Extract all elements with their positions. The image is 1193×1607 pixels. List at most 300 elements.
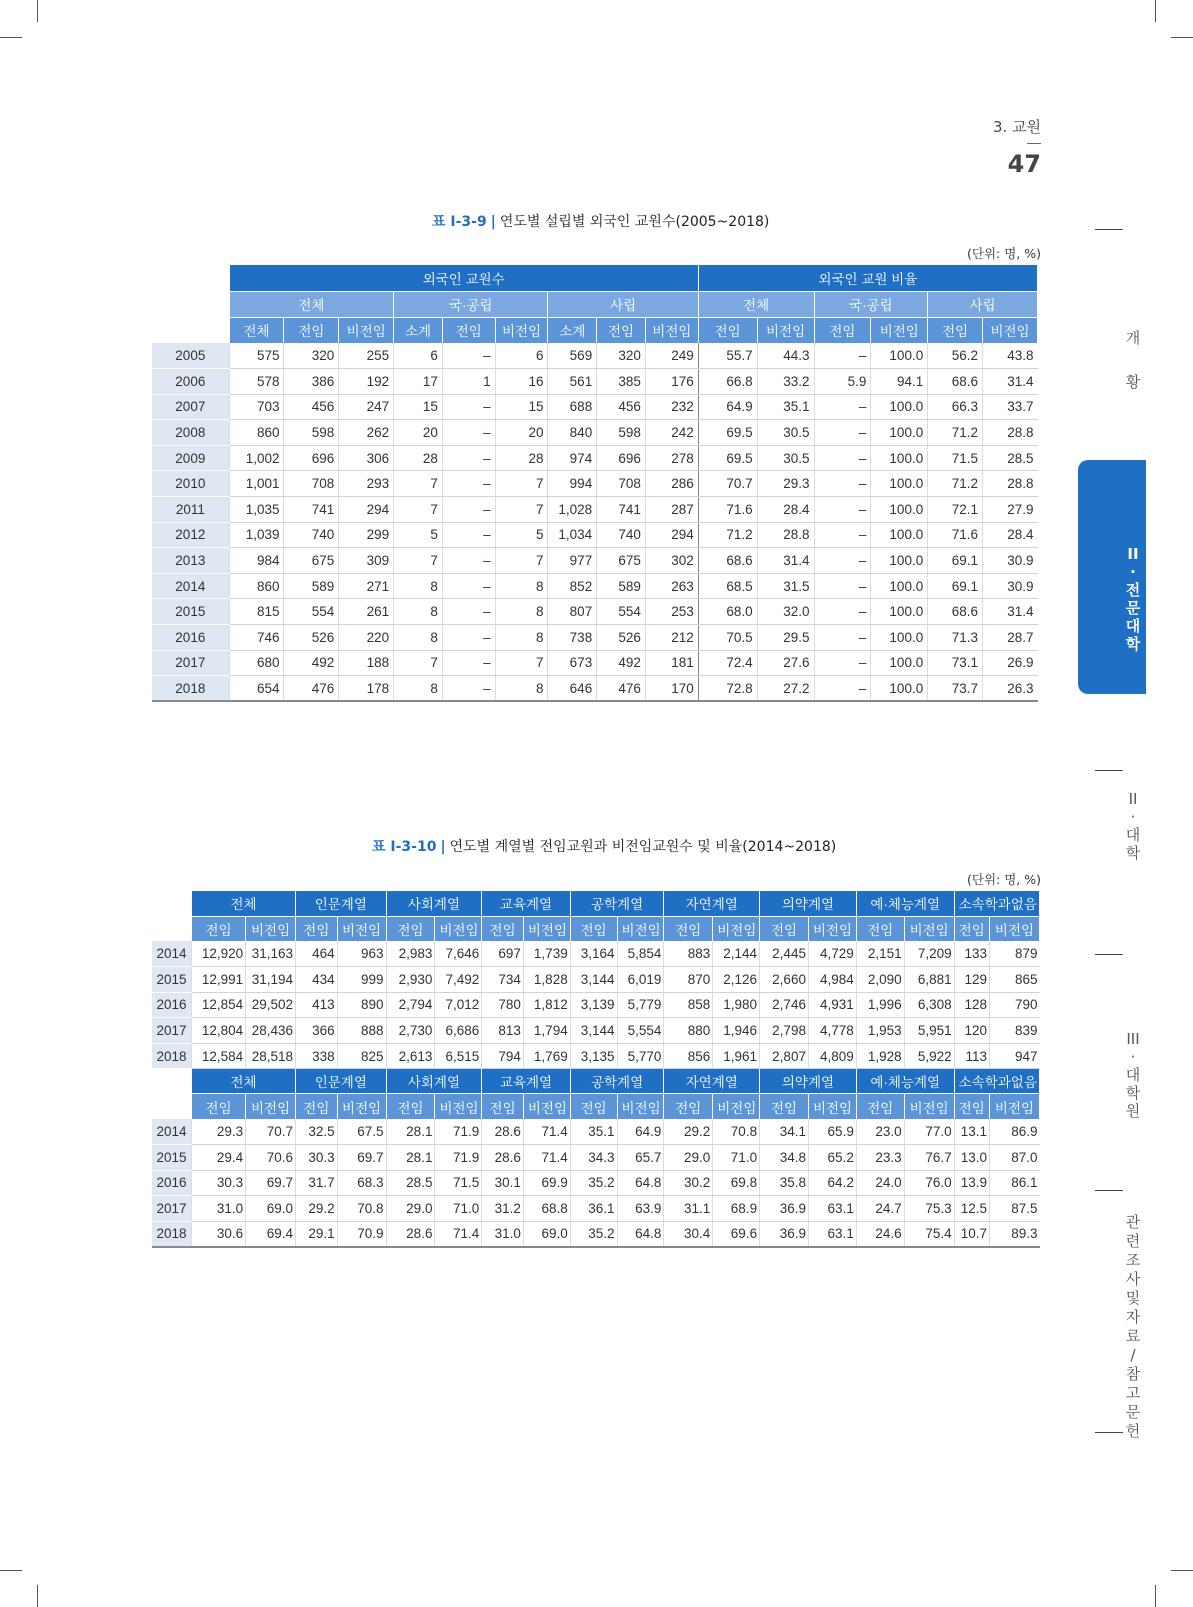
side-nav-item-overview[interactable]: 개 황 <box>1125 329 1141 391</box>
data-cell: 860 <box>229 420 284 446</box>
column-header: 전임 <box>192 1094 246 1119</box>
data-cell: 87.0 <box>989 1145 1039 1171</box>
data-cell: 3,139 <box>570 992 617 1018</box>
data-cell: 294 <box>645 522 698 548</box>
side-nav-item-university[interactable]: II · 대 학 <box>1125 790 1141 862</box>
data-cell: 29.4 <box>192 1145 246 1171</box>
data-cell: 100.0 <box>871 445 928 471</box>
data-cell: 87.5 <box>989 1196 1039 1222</box>
data-cell: 69.8 <box>713 1170 760 1196</box>
data-cell: 75.3 <box>904 1196 954 1222</box>
data-cell: 688 <box>548 394 597 420</box>
data-cell: 100.0 <box>871 573 928 599</box>
data-cell: 302 <box>645 548 698 574</box>
data-cell: 68.3 <box>337 1170 386 1196</box>
data-cell: – <box>442 573 495 599</box>
data-cell: 26.3 <box>983 676 1038 702</box>
data-cell: 7 <box>394 471 443 497</box>
data-cell: 36.9 <box>760 1196 809 1222</box>
column-header: 전임 <box>386 916 435 941</box>
data-cell: 68.8 <box>523 1196 570 1222</box>
data-cell: 8 <box>394 676 443 702</box>
data-cell: 71.3 <box>928 625 983 651</box>
group-header: 사회계열 <box>386 1069 482 1094</box>
data-cell: 2,660 <box>760 967 809 993</box>
data-cell: 1,946 <box>713 1018 760 1044</box>
data-cell: 100.0 <box>871 522 928 548</box>
data-cell: 8 <box>495 573 548 599</box>
year-cell: 2018 <box>152 1043 192 1069</box>
data-cell: 69.1 <box>928 548 983 574</box>
data-cell: 675 <box>284 548 339 574</box>
data-cell: 999 <box>337 967 386 993</box>
side-divider <box>1095 1432 1123 1433</box>
data-cell: 815 <box>229 599 284 625</box>
data-cell: 6,686 <box>435 1018 482 1044</box>
data-cell: – <box>814 445 871 471</box>
group-header: 인문계열 <box>296 891 387 916</box>
data-cell: 28.6 <box>482 1119 524 1145</box>
data-cell: 2,126 <box>713 967 760 993</box>
data-cell: 7,492 <box>435 967 482 993</box>
data-cell: 28.6 <box>386 1221 435 1247</box>
data-cell: – <box>814 420 871 446</box>
table-row <box>152 676 1038 702</box>
data-cell: 71.6 <box>928 522 983 548</box>
column-header: 전임 <box>760 1094 809 1119</box>
data-cell: 984 <box>229 548 284 574</box>
table-row <box>152 650 1038 676</box>
group-header: 전체 <box>192 891 296 916</box>
data-cell: 94.1 <box>871 369 928 395</box>
column-header: 비전임 <box>339 317 394 343</box>
data-cell: 70.9 <box>337 1221 386 1247</box>
crop-mark <box>1155 0 1156 22</box>
data-cell: – <box>442 676 495 702</box>
data-cell: 212 <box>645 625 698 651</box>
data-cell: 35.2 <box>570 1170 617 1196</box>
table-row <box>152 1018 1040 1044</box>
data-cell: 740 <box>284 522 339 548</box>
data-cell: 71.6 <box>698 497 757 523</box>
data-cell: 28.1 <box>386 1145 435 1171</box>
side-divider <box>1095 954 1123 955</box>
data-cell: 385 <box>597 369 646 395</box>
data-cell: 696 <box>597 445 646 471</box>
column-header: 전임 <box>954 916 989 941</box>
data-cell: 33.7 <box>983 394 1038 420</box>
data-cell: 675 <box>597 548 646 574</box>
sub-header: 전체 <box>229 291 393 317</box>
column-header: 비전임 <box>808 916 856 941</box>
data-cell: 68.6 <box>928 369 983 395</box>
data-cell: 31.4 <box>757 548 814 574</box>
column-header: 비전임 <box>337 916 386 941</box>
data-cell: 100.0 <box>871 548 928 574</box>
data-cell: 29.0 <box>664 1145 713 1171</box>
data-cell: 12,854 <box>192 992 246 1018</box>
page-number: 47 <box>1007 150 1041 178</box>
data-cell: 807 <box>548 599 597 625</box>
data-cell: 4,984 <box>808 967 856 993</box>
data-cell: 4,778 <box>808 1018 856 1044</box>
data-cell: 852 <box>548 573 597 599</box>
data-cell: 526 <box>597 625 646 651</box>
year-cell: 2013 <box>152 548 229 574</box>
side-divider <box>1095 1190 1123 1191</box>
data-cell: 8 <box>394 599 443 625</box>
data-cell: 31,194 <box>246 967 296 993</box>
year-cell: 2018 <box>152 1221 192 1247</box>
column-header: 전임 <box>296 1094 338 1119</box>
data-cell: 1,953 <box>856 1018 904 1044</box>
column-header: 비전임 <box>435 1094 482 1119</box>
side-nav-item-junior-college[interactable]: II · 전 문 대 학 <box>1125 545 1141 653</box>
table2-title: 연도별 계열별 전임교원과 비전임교원수 및 비율(2014~2018) <box>449 839 837 855</box>
data-cell: 65.7 <box>617 1145 664 1171</box>
data-cell: 69.7 <box>337 1145 386 1171</box>
data-cell: 293 <box>339 471 394 497</box>
column-header: 전임 <box>482 1094 524 1119</box>
data-cell: 28.7 <box>983 625 1038 651</box>
data-cell: 1,039 <box>229 522 284 548</box>
side-nav-item-references[interactable]: 관 련 조 사 및 자 료 / 참 고 문 헌 <box>1125 1213 1141 1440</box>
data-cell: 3,144 <box>570 1018 617 1044</box>
group-header: 교육계열 <box>482 891 570 916</box>
crop-mark <box>1155 1585 1156 1607</box>
table2-label: 표 Ⅰ-3-10 <box>372 839 437 855</box>
data-cell: 1,001 <box>229 471 284 497</box>
column-header: 비전임 <box>989 1094 1039 1119</box>
data-cell: 575 <box>229 343 284 369</box>
data-cell: 64.8 <box>617 1221 664 1247</box>
data-cell: 72.4 <box>698 650 757 676</box>
data-cell: 2,930 <box>386 967 435 993</box>
table2-caption <box>372 836 836 856</box>
data-cell: 29.2 <box>664 1119 713 1145</box>
data-cell: 4,931 <box>808 992 856 1018</box>
column-header: 비전임 <box>246 916 296 941</box>
data-cell: 30.3 <box>192 1170 246 1196</box>
data-cell: 176 <box>645 369 698 395</box>
data-cell: 31.0 <box>482 1221 524 1247</box>
data-cell: 68.5 <box>698 573 757 599</box>
corner-cell <box>152 317 229 343</box>
column-header: 전임 <box>192 916 246 941</box>
data-cell: 734 <box>482 967 524 993</box>
column-header: 비전임 <box>523 1094 570 1119</box>
column-header: 비전임 <box>617 916 664 941</box>
data-cell: 36.1 <box>570 1196 617 1222</box>
data-cell: 12.5 <box>954 1196 989 1222</box>
table-row <box>152 573 1038 599</box>
data-cell: 554 <box>284 599 339 625</box>
data-cell: 2,613 <box>386 1043 435 1069</box>
data-cell: 70.8 <box>337 1196 386 1222</box>
data-cell: 28.5 <box>386 1170 435 1196</box>
data-cell: 278 <box>645 445 698 471</box>
data-cell: 73.1 <box>928 650 983 676</box>
year-cell: 2014 <box>152 1119 192 1145</box>
year-cell: 2012 <box>152 522 229 548</box>
data-cell: 883 <box>664 941 713 967</box>
data-cell: 271 <box>339 573 394 599</box>
data-cell: 740 <box>597 522 646 548</box>
column-header: 비전임 <box>435 916 482 941</box>
data-cell: 1,996 <box>856 992 904 1018</box>
data-cell: 2,798 <box>760 1018 809 1044</box>
data-cell: 100.0 <box>871 420 928 446</box>
data-cell: 30.4 <box>664 1221 713 1247</box>
data-cell: – <box>814 394 871 420</box>
data-cell: 696 <box>284 445 339 471</box>
data-cell: 71.9 <box>435 1119 482 1145</box>
data-cell: 708 <box>597 471 646 497</box>
column-header: 소계 <box>394 317 443 343</box>
data-cell: 13.9 <box>954 1170 989 1196</box>
group-header-ratio: 외국인 교원 비율 <box>698 265 1037 291</box>
column-header-row <box>152 916 1040 941</box>
group-header-count: 외국인 교원수 <box>229 265 698 291</box>
data-cell: 598 <box>284 420 339 446</box>
data-cell: 34.8 <box>760 1145 809 1171</box>
data-cell: 27.6 <box>757 650 814 676</box>
column-header: 전임 <box>284 317 339 343</box>
data-cell: 69.9 <box>523 1170 570 1196</box>
data-cell: 68.0 <box>698 599 757 625</box>
data-cell: 287 <box>645 497 698 523</box>
data-cell: 70.7 <box>246 1119 296 1145</box>
data-cell: – <box>442 599 495 625</box>
year-cell: 2005 <box>152 343 229 369</box>
corner-cell <box>152 1069 192 1094</box>
data-cell: 35.1 <box>757 394 814 420</box>
data-cell: 569 <box>548 343 597 369</box>
table-row <box>152 599 1038 625</box>
data-cell: 71.2 <box>928 471 983 497</box>
data-cell: 30.1 <box>482 1170 524 1196</box>
data-cell: 44.3 <box>757 343 814 369</box>
data-cell: 70.8 <box>713 1119 760 1145</box>
data-cell: 870 <box>664 967 713 993</box>
data-cell: 27.2 <box>757 676 814 702</box>
data-cell: 76.0 <box>904 1170 954 1196</box>
data-cell: 880 <box>664 1018 713 1044</box>
data-cell: 68.6 <box>928 599 983 625</box>
data-cell: 5,854 <box>617 941 664 967</box>
table1-caption <box>432 211 769 231</box>
data-cell: 7 <box>495 650 548 676</box>
data-cell: 100.0 <box>871 471 928 497</box>
data-cell: 35.8 <box>760 1170 809 1196</box>
header-divider <box>1027 143 1041 144</box>
column-header: 전임 <box>386 1094 435 1119</box>
data-cell: 72.1 <box>928 497 983 523</box>
side-nav-item-graduate[interactable]: III · 대 학 원 <box>1125 1030 1141 1120</box>
crop-mark <box>37 0 38 22</box>
data-cell: 66.3 <box>928 394 983 420</box>
group-header: 예·체능계열 <box>856 891 954 916</box>
data-cell: 181 <box>645 650 698 676</box>
data-cell: 28,436 <box>246 1018 296 1044</box>
data-cell: 974 <box>548 445 597 471</box>
data-cell: 825 <box>337 1043 386 1069</box>
data-cell: 70.5 <box>698 625 757 651</box>
data-cell: 72.8 <box>698 676 757 702</box>
data-cell: 86.9 <box>989 1119 1039 1145</box>
data-cell: 28,518 <box>246 1043 296 1069</box>
data-cell: 858 <box>664 992 713 1018</box>
column-header: 비전임 <box>871 317 928 343</box>
data-cell: 8 <box>495 676 548 702</box>
data-cell: 6 <box>394 343 443 369</box>
data-cell: – <box>442 445 495 471</box>
data-cell: 320 <box>284 343 339 369</box>
data-cell: 71.4 <box>523 1119 570 1145</box>
data-cell: – <box>442 420 495 446</box>
data-cell: 12,920 <box>192 941 246 967</box>
data-cell: 20 <box>495 420 548 446</box>
data-cell: 28.4 <box>983 522 1038 548</box>
data-cell: 63.9 <box>617 1196 664 1222</box>
data-cell: 1,035 <box>229 497 284 523</box>
data-cell: 879 <box>989 941 1039 967</box>
data-cell: 128 <box>954 992 989 1018</box>
group-header: 소속학과없음 <box>954 1069 1039 1094</box>
data-cell: 55.7 <box>698 343 757 369</box>
year-cell: 2014 <box>152 573 229 599</box>
year-cell: 2016 <box>152 992 192 1018</box>
data-cell: 3,144 <box>570 967 617 993</box>
data-cell: 13.1 <box>954 1119 989 1145</box>
data-cell: – <box>814 522 871 548</box>
data-cell: 86.1 <box>989 1170 1039 1196</box>
group-header: 자연계열 <box>664 891 760 916</box>
year-cell: 2017 <box>152 650 229 676</box>
column-header: 전임 <box>442 317 495 343</box>
data-cell: 100.0 <box>871 650 928 676</box>
column-header-row <box>152 1094 1040 1119</box>
year-cell: 2017 <box>152 1196 192 1222</box>
data-cell: 26.9 <box>983 650 1038 676</box>
data-cell: 100.0 <box>871 497 928 523</box>
column-header: 비전임 <box>337 1094 386 1119</box>
data-cell: 561 <box>548 369 597 395</box>
data-cell: 133 <box>954 941 989 967</box>
data-cell: 7 <box>394 650 443 676</box>
data-cell: 456 <box>284 394 339 420</box>
data-cell: 5,951 <box>904 1018 954 1044</box>
data-cell: 64.8 <box>617 1170 664 1196</box>
data-cell: 247 <box>339 394 394 420</box>
data-cell: 65.9 <box>808 1119 856 1145</box>
data-cell: 29.1 <box>296 1221 338 1247</box>
data-cell: 29.5 <box>757 625 814 651</box>
data-cell: 31,163 <box>246 941 296 967</box>
data-cell: 413 <box>296 992 338 1018</box>
data-cell: 12,991 <box>192 967 246 993</box>
data-cell: 7 <box>495 471 548 497</box>
table-row <box>152 1221 1040 1247</box>
data-cell: 28.8 <box>757 522 814 548</box>
data-cell: 31.2 <box>482 1196 524 1222</box>
data-cell: 100.0 <box>871 599 928 625</box>
column-header: 전임 <box>664 916 713 941</box>
data-cell: 673 <box>548 650 597 676</box>
table-row <box>152 941 1040 967</box>
year-cell: 2006 <box>152 369 229 395</box>
data-cell: 69.0 <box>246 1196 296 1222</box>
data-cell: 29.2 <box>296 1196 338 1222</box>
data-cell: 71.9 <box>435 1145 482 1171</box>
data-cell: 790 <box>989 992 1039 1018</box>
data-cell: 71.5 <box>435 1170 482 1196</box>
data-cell: 746 <box>229 625 284 651</box>
data-cell: 113 <box>954 1043 989 1069</box>
year-cell: 2016 <box>152 1170 192 1196</box>
data-cell: 703 <box>229 394 284 420</box>
data-cell: 35.1 <box>570 1119 617 1145</box>
data-cell: 129 <box>954 967 989 993</box>
data-cell: 13.0 <box>954 1145 989 1171</box>
data-cell: 30.6 <box>192 1221 246 1247</box>
page-header <box>993 116 1041 178</box>
data-cell: 1 <box>442 369 495 395</box>
table1-label: 표 Ⅰ-3-9 <box>432 214 487 230</box>
data-cell: 589 <box>284 573 339 599</box>
group-header: 교육계열 <box>482 1069 570 1094</box>
data-cell: 2,794 <box>386 992 435 1018</box>
column-header: 전체 <box>229 317 284 343</box>
data-cell: 7,012 <box>435 992 482 1018</box>
data-cell: 4,729 <box>808 941 856 967</box>
column-header: 전임 <box>296 916 338 941</box>
data-cell: 71.2 <box>928 420 983 446</box>
column-header: 비전임 <box>757 317 814 343</box>
data-cell: 23.3 <box>856 1145 904 1171</box>
group-header: 예·체능계열 <box>856 1069 954 1094</box>
data-cell: 7 <box>394 548 443 574</box>
table-row <box>152 967 1040 993</box>
data-cell: 69.5 <box>698 420 757 446</box>
column-header: 비전임 <box>713 916 760 941</box>
group-header-row <box>152 1069 1040 1094</box>
data-cell: 963 <box>337 941 386 967</box>
year-cell: 2015 <box>152 967 192 993</box>
data-cell: 554 <box>597 599 646 625</box>
data-cell: 67.5 <box>337 1119 386 1145</box>
data-cell: 120 <box>954 1018 989 1044</box>
data-cell: 30.5 <box>757 420 814 446</box>
data-cell: 28.4 <box>757 497 814 523</box>
data-cell: 492 <box>284 650 339 676</box>
data-cell: 30.9 <box>983 573 1038 599</box>
year-cell: 2015 <box>152 1145 192 1171</box>
data-cell: 3,164 <box>570 941 617 967</box>
column-header: 비전임 <box>808 1094 856 1119</box>
data-cell: 299 <box>339 522 394 548</box>
data-cell: 2,807 <box>760 1043 809 1069</box>
data-cell: 10.7 <box>954 1221 989 1247</box>
data-cell: – <box>814 471 871 497</box>
year-cell: 2014 <box>152 941 192 967</box>
data-cell: 29.0 <box>386 1196 435 1222</box>
column-header: 비전임 <box>523 916 570 941</box>
data-cell: 813 <box>482 1018 524 1044</box>
corner-cell <box>152 265 229 291</box>
year-cell: 2016 <box>152 625 229 651</box>
data-cell: 69.6 <box>713 1221 760 1247</box>
